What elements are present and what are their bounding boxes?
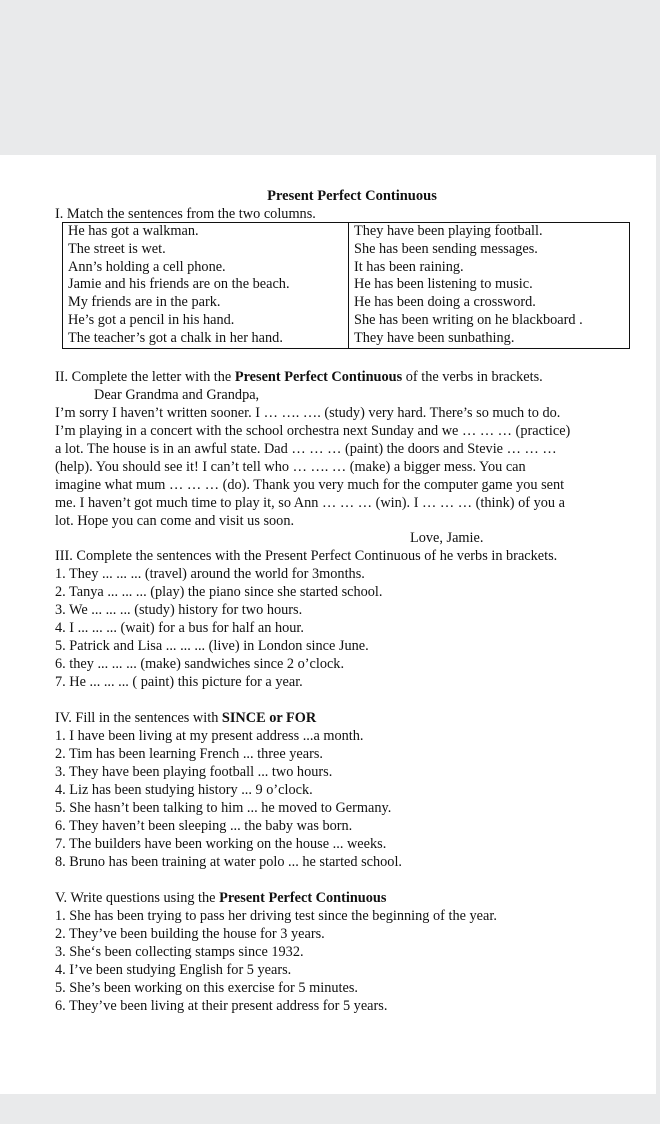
right-sentence: It has been raining. xyxy=(349,259,630,277)
table-row xyxy=(63,294,630,312)
exercise-item: 5. She hasn’t been talking to him ... he moved to Germany. xyxy=(55,800,392,816)
right-sentence: He has been listening to music. xyxy=(349,276,630,294)
page-title: Present Perfect Continuous xyxy=(267,188,437,204)
letter-line: I’m sorry I haven’t written sooner. I … …. …. (study) very hard. There’s so much to do. xyxy=(55,405,561,421)
right-sentence: She has been sending messages. xyxy=(349,241,630,259)
letter-line: me. I haven’t got much time to play it, so Ann … … … (win). I … … … (think) of you a xyxy=(55,495,565,511)
exercise-item: 7. He ... ... ... ( paint) this picture for a year. xyxy=(55,674,303,690)
exercise-item: 5. Patrick and Lisa ... ... ... (live) in London since June. xyxy=(55,638,369,654)
left-sentence: He has got a walkman. xyxy=(63,223,349,241)
exercise-item: 1. They ... ... ... (travel) around the world for 3months. xyxy=(55,566,365,582)
left-sentence: He’s got a pencil in his hand. xyxy=(63,312,349,330)
exercise-item: 4. I’ve been studying English for 5 years. xyxy=(55,962,292,978)
exercise-item: 6. they ... ... ... (make) sandwiches since 2 o’clock. xyxy=(55,656,345,672)
letter-signoff: Love, Jamie. xyxy=(410,530,484,546)
section3-heading: III. Complete the sentences with the Present Perfect Continuous of he verbs in brackets. xyxy=(55,548,558,564)
section1-heading: I. Match the sentences from the two columns. xyxy=(55,206,316,222)
exercise-item: 6. They’ve been living at their present address for 5 years. xyxy=(55,998,388,1014)
section4-heading: IV. Fill in the sentences with SINCE or FOR xyxy=(55,710,317,726)
exercise-item: 3. We ... ... ... (study) history for two hours. xyxy=(55,602,303,618)
left-sentence: Jamie and his friends are on the beach. xyxy=(63,276,349,294)
exercise-item: 7. The builders have been working on the house ... weeks. xyxy=(55,836,387,852)
right-sentence: They have been playing football. xyxy=(349,223,630,241)
exercise-item: 8. Bruno has been training at water polo ... he started school. xyxy=(55,854,403,870)
left-sentence: My friends are in the park. xyxy=(63,294,349,312)
left-sentence: The street is wet. xyxy=(63,241,349,259)
left-sentence: The teacher’s got a chalk in her hand. xyxy=(63,330,349,348)
matching-table xyxy=(62,222,630,349)
left-sentence: Ann’s holding a cell phone. xyxy=(63,259,349,277)
exercise-item: 6. They haven’t been sleeping ... the baby was born. xyxy=(55,818,353,834)
table-row xyxy=(63,312,630,330)
letter-line: I’m playing in a concert with the school orchestra next Sunday and we … … … (practice) xyxy=(55,423,571,439)
exercise-item: 2. Tim has been learning French ... three years. xyxy=(55,746,324,762)
section2-heading: II. Complete the letter with the Present Perfect Continuous of the verbs in brackets. xyxy=(55,369,543,385)
letter-line: (help). You should see it! I can’t tell who … …. … (make) a bigger mess. You can xyxy=(55,459,526,475)
right-sentence: She has been writing on he blackboard . xyxy=(349,312,630,330)
letter-greeting: Dear Grandma and Grandpa, xyxy=(94,387,260,403)
table-row xyxy=(63,276,630,294)
exercise-item: 4. Liz has been studying history ... 9 o’clock. xyxy=(55,782,313,798)
exercise-item: 1. I have been living at my present address ...a month. xyxy=(55,728,364,744)
right-sentence: They have been sunbathing. xyxy=(349,330,630,348)
exercise-item: 3. She‘s been collecting stamps since 1932. xyxy=(55,944,304,960)
exercise-item: 5. She’s been working on this exercise for 5 minutes. xyxy=(55,980,358,996)
letter-line: lot. Hope you can come and visit us soon. xyxy=(55,513,295,529)
letter-line: a lot. The house is in an awful state. Dad … … … (paint) the doors and Stevie … … … xyxy=(55,441,557,457)
exercise-item: 2. They’ve been building the house for 3 years. xyxy=(55,926,325,942)
section5-heading: V. Write questions using the Present Perfect Continuous xyxy=(55,890,387,906)
table-row xyxy=(63,241,630,259)
exercise-item: 3. They have been playing football ... two hours. xyxy=(55,764,333,780)
right-sentence: He has been doing a crossword. xyxy=(349,294,630,312)
exercise-item: 2. Tanya ... ... ... (play) the piano since she started school. xyxy=(55,584,383,600)
exercise-item: 1. She has been trying to pass her driving test since the beginning of the year. xyxy=(55,908,497,924)
exercise-item: 4. I ... ... ... (wait) for a bus for half an hour. xyxy=(55,620,304,636)
table-row xyxy=(63,330,630,348)
letter-line: imagine what mum … … … (do). Thank you very much for the computer game you sent xyxy=(55,477,565,493)
table-row xyxy=(63,259,630,277)
table-row xyxy=(63,223,630,241)
